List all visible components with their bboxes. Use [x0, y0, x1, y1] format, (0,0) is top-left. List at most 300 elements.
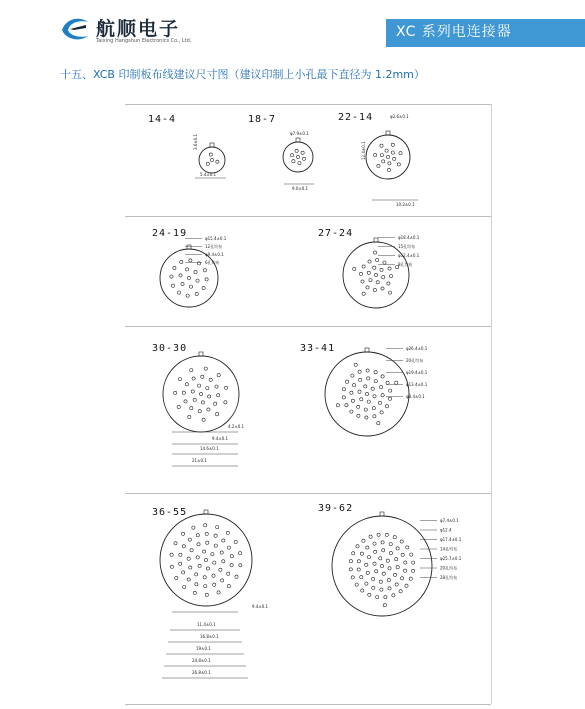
pin-hole [400, 540, 403, 543]
pin-hole [202, 286, 205, 289]
dimension-text: 26.8±0.1 [192, 670, 211, 675]
pin-hole [213, 561, 216, 564]
pin-hole [209, 378, 212, 381]
dimension-text: φ18.4±0.1 [398, 235, 420, 240]
pin-hole [171, 284, 174, 287]
pin-hole [189, 285, 192, 288]
pin-hole [195, 573, 198, 576]
pin-hole [205, 593, 208, 596]
pin-hole [196, 279, 199, 282]
pin-hole [217, 374, 220, 377]
pin-hole [206, 162, 209, 165]
pin-hole [179, 553, 182, 556]
pin-hole [377, 533, 380, 536]
pin-hole [372, 586, 375, 589]
pin-hole [388, 162, 391, 165]
dimension-text: 21±0.1 [192, 458, 207, 463]
key-mark [204, 510, 208, 514]
pin-hole [357, 414, 360, 417]
pin-hole [191, 390, 194, 393]
pin-hole [389, 551, 392, 554]
pin-hole [389, 389, 392, 392]
connector-outline-24-19 [160, 249, 218, 307]
pin-hole [357, 405, 360, 408]
pin-hole [382, 572, 385, 575]
dimension-text: φ9.4±0.1 [205, 252, 224, 257]
pin-hole [351, 576, 354, 579]
pin-hole [190, 369, 193, 372]
pin-hole [401, 577, 404, 580]
pin-hole [383, 604, 386, 607]
pin-hole [412, 561, 415, 564]
pin-hole [381, 375, 384, 378]
pin-hole [185, 268, 188, 271]
pin-hole [206, 387, 209, 390]
pin-hole [410, 553, 413, 556]
pin-hole [356, 545, 359, 548]
pin-hole [205, 532, 208, 535]
pin-hole [380, 268, 383, 271]
pin-hole [366, 571, 369, 574]
pin-hole [178, 378, 181, 381]
pin-hole [239, 564, 242, 567]
pin-hole [225, 386, 228, 389]
pin-hole [197, 543, 200, 546]
pin-hole [206, 541, 209, 544]
pin-hole [170, 275, 173, 278]
pin-hole [189, 566, 192, 569]
pin-hole [216, 413, 219, 416]
pin-hole [208, 395, 211, 398]
pin-hole [391, 143, 394, 146]
pin-hole [364, 408, 367, 411]
connector-outline-22-14 [366, 135, 410, 179]
pin-hole [216, 526, 219, 529]
pin-hole [174, 391, 177, 394]
pin-hole [188, 415, 191, 418]
pin-hole [377, 164, 380, 167]
pin-hole [198, 564, 201, 567]
pin-hole [222, 539, 225, 542]
pin-hole [350, 410, 353, 413]
pin-hole [412, 569, 415, 572]
pin-hole [361, 589, 364, 592]
pin-hole [199, 392, 202, 395]
pin-hole [214, 402, 217, 405]
pin-hole [404, 561, 407, 564]
pin-hole [388, 397, 391, 400]
dimension-text: 9.0±0.1 [292, 186, 309, 191]
pin-hole [367, 271, 370, 274]
pin-hole [379, 557, 382, 560]
key-mark [374, 238, 378, 242]
diagram-label-36-55: 36-55 [152, 507, 188, 518]
pin-hole [217, 591, 220, 594]
pin-hole [224, 401, 227, 404]
dimension-text: φ26.4±0.1 [406, 346, 428, 351]
pin-hole [374, 380, 377, 383]
pin-hole [187, 276, 190, 279]
key-mark [187, 245, 191, 249]
pin-hole [372, 407, 375, 410]
pin-hole [189, 259, 192, 262]
pin-hole [210, 158, 213, 161]
dimension-text: 10.2±0.1 [396, 202, 415, 207]
dimension-text: 11.4±0.1 [197, 622, 216, 627]
key-mark [380, 512, 384, 516]
pin-hole [349, 568, 352, 571]
pin-hole [173, 266, 176, 269]
pin-hole [395, 558, 398, 561]
pin-hole [217, 394, 220, 397]
diagram-label-18-7: 18-7 [248, 114, 277, 125]
diagram-label-14-4: 14-4 [148, 114, 177, 125]
pin-hole [359, 378, 362, 381]
pin-hole [396, 547, 399, 550]
pin-hole [182, 545, 185, 548]
pin-hole [226, 531, 229, 534]
pin-hole [388, 291, 391, 294]
pin-hole [393, 573, 396, 576]
pin-hole [302, 157, 305, 160]
pin-hole [377, 422, 380, 425]
pin-hole [219, 568, 222, 571]
key-mark [296, 138, 300, 142]
dimension-text: 3.6±0.1 [193, 133, 198, 150]
pin-hole [182, 391, 185, 394]
connector-outline-27-24 [343, 242, 409, 308]
pin-hole [365, 416, 368, 419]
pin-hole [373, 288, 376, 291]
pin-hole [375, 570, 378, 573]
pin-hole [198, 410, 201, 413]
pin-hole [399, 590, 402, 593]
pin-hole [388, 567, 391, 570]
pin-hole [397, 163, 400, 166]
pin-hole [239, 552, 242, 555]
pin-hole [381, 541, 384, 544]
pin-hole [350, 391, 353, 394]
pin-hole [371, 387, 374, 390]
pin-hole [351, 374, 354, 377]
pin-hole [382, 549, 385, 552]
pin-hole [234, 540, 237, 543]
dimension-text: φ19.4±0.1 [406, 370, 428, 375]
pin-hole [220, 551, 223, 554]
pin-hole [187, 578, 190, 581]
key-mark [386, 131, 390, 135]
pin-hole [409, 577, 412, 580]
pin-hole [362, 265, 365, 268]
diagram-label-30-30: 30-30 [152, 343, 188, 354]
pin-hole [203, 550, 206, 553]
pin-hole [382, 160, 385, 163]
dimension-text: 14孔均布 [440, 546, 458, 552]
pin-hole [381, 394, 384, 397]
pin-hole [187, 557, 190, 560]
pin-hole [204, 558, 207, 561]
pin-hole [352, 552, 355, 555]
pin-hole [193, 591, 196, 594]
diagram-label-27-24: 27-24 [318, 228, 354, 239]
pin-hole [384, 596, 387, 599]
pin-hole [380, 411, 383, 414]
dimension-text: 19±0.1 [196, 646, 211, 651]
pin-hole [376, 281, 379, 284]
pin-hole [175, 576, 178, 579]
pin-hole [380, 588, 383, 591]
dimension-text: φ25.7±0.1 [440, 556, 462, 561]
pin-hole [216, 160, 219, 163]
pin-hole [351, 399, 354, 402]
dimension-text: 12孔均布 [205, 244, 223, 249]
pin-hole [373, 395, 376, 398]
pin-hole [170, 553, 173, 556]
pin-hole [349, 560, 352, 563]
pin-hole [221, 579, 224, 582]
pin-hole [395, 583, 398, 586]
pin-hole [381, 287, 384, 290]
key-mark [365, 348, 369, 352]
dimension-text: 20孔均布 [440, 565, 458, 571]
pin-hole [182, 532, 185, 535]
pin-hole [373, 542, 376, 545]
key-mark [199, 352, 203, 356]
pin-hole [406, 546, 409, 549]
pin-hole [389, 275, 392, 278]
dimension-text: 12.4±0.1 [361, 141, 366, 160]
pin-hole [192, 526, 195, 529]
dimension-text: φ17.4±0.1 [440, 537, 462, 542]
pin-hole [354, 363, 357, 366]
pin-hole [212, 574, 215, 577]
pin-hole [201, 375, 204, 378]
pin-hole [235, 575, 238, 578]
pin-hole [374, 371, 377, 374]
pin-hole [181, 282, 184, 285]
pin-hole [230, 555, 233, 558]
pin-hole [215, 385, 218, 388]
key-mark [210, 143, 214, 147]
pin-hole [179, 274, 182, 277]
pin-hole [365, 582, 368, 585]
pin-hole [373, 415, 376, 418]
pin-hole [368, 260, 371, 263]
pin-hole [358, 370, 361, 373]
pin-hole [179, 562, 182, 565]
pin-hole [401, 553, 404, 556]
pin-hole [393, 157, 396, 160]
pin-hole [180, 260, 183, 263]
pin-hole [404, 569, 407, 572]
pin-hole [190, 549, 193, 552]
pin-hole [378, 401, 381, 404]
pin-hole [213, 583, 216, 586]
pin-hole [196, 556, 199, 559]
pin-hole [214, 544, 217, 547]
pin-hole [399, 152, 402, 155]
dimension-text: 16.8±0.1 [200, 634, 219, 639]
dimension-text: 5.4±0.1 [200, 172, 217, 177]
dimension-text: φ2.6±0.1 [390, 114, 409, 119]
dimension-text: φ12.4 [440, 527, 452, 533]
pin-hole [373, 266, 376, 269]
pin-hole [380, 564, 383, 567]
pin-hole [380, 144, 383, 147]
pin-hole [353, 384, 356, 387]
pin-hole [296, 155, 299, 158]
page-title: XC 系列电连接器 [396, 24, 512, 40]
pin-hole [196, 534, 199, 537]
pin-hole [202, 418, 205, 421]
pin-hole [364, 385, 367, 388]
pin-hole [380, 154, 383, 157]
pin-hole [227, 572, 230, 575]
pin-hole [385, 405, 388, 408]
brand-name: 航顺电子 [96, 18, 181, 40]
pin-hole [386, 559, 389, 562]
pin-hole [184, 400, 187, 403]
pin-hole [396, 566, 399, 569]
pin-hole [204, 585, 207, 588]
dimension-text: φ7.9±0.1 [290, 131, 309, 136]
pin-hole [205, 278, 208, 281]
pin-hole [367, 377, 370, 380]
pin-hole [367, 556, 370, 559]
diagram-label-22-14: 22-14 [338, 112, 374, 123]
dimension-text: 15孔均布 [398, 244, 416, 249]
dimension-text: 28孔均布 [440, 575, 458, 580]
pin-hole [391, 151, 394, 154]
pin-hole [298, 162, 301, 165]
pin-hole [382, 276, 385, 279]
pin-hole [405, 584, 408, 587]
pin-hole [206, 567, 209, 570]
pin-hole [379, 580, 382, 583]
diagram-label-24-19: 24-19 [152, 228, 188, 239]
connector-outline-18-7 [283, 142, 313, 172]
brand-english-name: Taixing Hangshun Electronics Co., Ltd. [96, 38, 192, 44]
pin-hole [182, 571, 185, 574]
pin-hole [374, 273, 377, 276]
pin-hole [209, 153, 212, 156]
pin-hole [387, 282, 390, 285]
dimension-text: 14.6±0.1 [200, 446, 219, 451]
pin-hole [385, 533, 388, 536]
pin-hole [357, 568, 360, 571]
pin-hole [365, 563, 368, 566]
pin-hole [188, 538, 191, 541]
dimension-text: 9.4±0.1 [212, 436, 229, 441]
pin-hole [372, 577, 375, 580]
dimension-text: φ7.4±0.1 [440, 518, 459, 523]
section-title: 十五、XCB 印制板布线建议尺寸图（建议印制上小孔最下直径为 1.2mm） [60, 68, 425, 81]
pin-hole [376, 596, 379, 599]
pin-hole [204, 524, 207, 527]
pin-hole [177, 405, 180, 408]
pin-hole [366, 546, 369, 549]
connector-outline-33-41 [325, 352, 409, 436]
pin-hole [361, 280, 364, 283]
pin-hole [170, 565, 173, 568]
pin-hole [386, 381, 389, 384]
dimension-text: 20孔均布 [406, 358, 424, 363]
pin-hole [195, 292, 198, 295]
dimension-text: 6孔均布 [205, 260, 220, 265]
pin-hole [211, 553, 214, 556]
pin-hole [345, 380, 348, 383]
pin-hole [395, 381, 398, 384]
dimension-text: φ8.4±0.1 [406, 394, 425, 399]
pin-hole [367, 400, 370, 403]
pin-hole [227, 546, 230, 549]
pin-hole [174, 542, 177, 545]
pin-hole [360, 398, 363, 401]
connector-outline-36-55 [160, 514, 252, 606]
pin-hole [345, 404, 348, 407]
pin-hole [366, 286, 369, 289]
dimension-text: φ12.4±0.1 [398, 253, 420, 258]
pin-hole [183, 586, 186, 589]
pin-hole [201, 401, 204, 404]
diagram-label-33-41: 33-41 [300, 343, 336, 354]
pin-hole [203, 269, 206, 272]
pin-hole [198, 384, 201, 387]
pin-hole [207, 408, 210, 411]
dimension-text: φ13.4±0.1 [406, 382, 428, 387]
pin-hole [360, 576, 363, 579]
pin-hole [369, 279, 372, 282]
dimension-text: 4.2±0.1 [228, 424, 245, 429]
dimension-text: 9.4±0.1 [252, 604, 269, 609]
pin-hole [359, 272, 362, 275]
pin-hole [357, 560, 360, 563]
pin-hole [353, 267, 356, 270]
pin-hole [373, 251, 376, 254]
pin-hole [374, 550, 377, 553]
pin-hole [380, 386, 383, 389]
pin-hole [195, 583, 198, 586]
pin-hole [295, 149, 298, 152]
pin-hole [386, 155, 389, 158]
pin-hole [190, 407, 193, 410]
pin-hole [388, 587, 391, 590]
pin-hole [360, 552, 363, 555]
pin-hole [393, 536, 396, 539]
pin-hole [290, 154, 293, 157]
pin-hole [227, 585, 230, 588]
pin-hole [369, 535, 372, 538]
pin-hole [203, 576, 206, 579]
pin-hole [387, 168, 390, 171]
diagram-label-39-62: 39-62 [318, 503, 354, 514]
pin-hole [358, 390, 361, 393]
pin-hole [193, 398, 196, 401]
pin-hole [362, 539, 365, 542]
pin-hole [355, 583, 358, 586]
pin-hole [194, 270, 197, 273]
pin-hole [336, 404, 339, 407]
pin-hole [186, 294, 189, 297]
pin-hole [192, 377, 195, 380]
dimension-text: 8孔均布 [398, 262, 413, 267]
pin-hole [388, 267, 391, 270]
pin-hole [383, 261, 386, 264]
pin-hole [342, 388, 345, 391]
pin-hole [373, 562, 376, 565]
pin-hole [222, 560, 225, 563]
pin-hole [292, 160, 295, 163]
